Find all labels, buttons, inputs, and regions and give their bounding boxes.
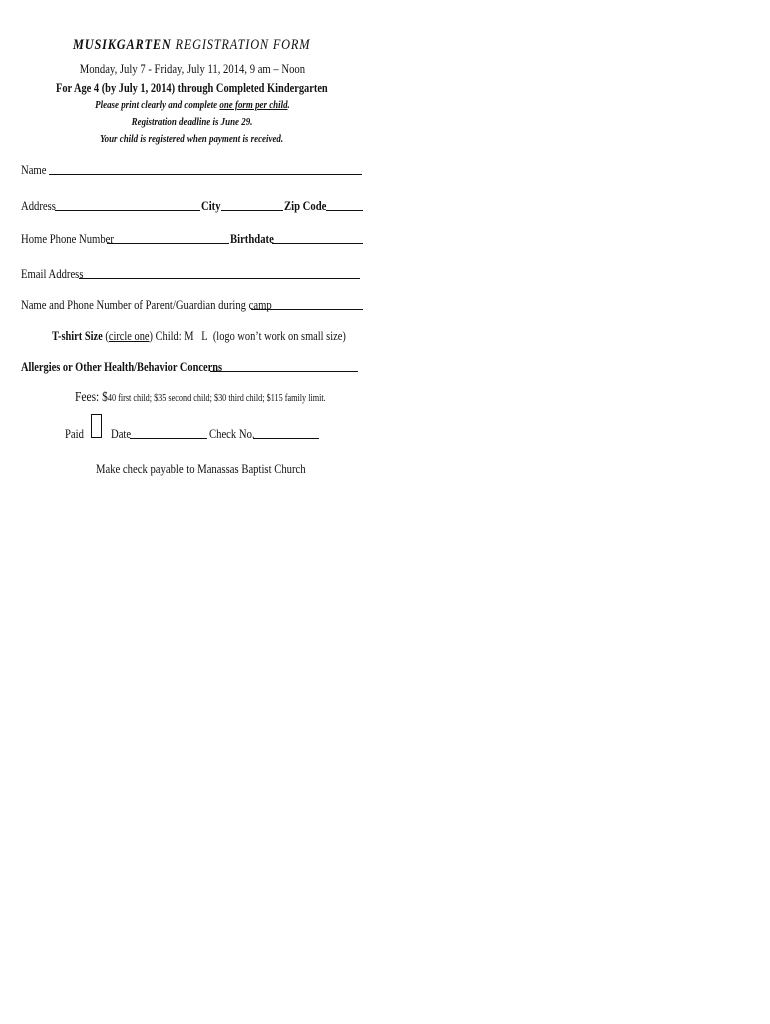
fees-row: [75, 389, 381, 406]
guardian-field[interactable]: [251, 297, 363, 310]
zip-field[interactable]: [326, 198, 363, 211]
print-instruction: Please print clearly and complete one form per child.: [94, 100, 290, 111]
name-field[interactable]: [49, 162, 362, 175]
birthdate-label: Birthdate: [230, 231, 274, 246]
name-label: Name: [21, 162, 47, 177]
address-label: Address: [21, 198, 56, 213]
check-field[interactable]: [253, 426, 319, 439]
email-label: Email Address: [21, 266, 84, 281]
address-row: [21, 198, 364, 214]
birthdate-field[interactable]: [272, 231, 363, 244]
camp-dates: Monday, July 7 - Friday, July 11, 2014, 9 am – Noon: [79, 61, 305, 76]
name-row: [21, 162, 52, 178]
deadline-note: Registration deadline is June 29.: [131, 117, 253, 128]
one-form-per-child: one form per child: [218, 100, 288, 111]
address-field[interactable]: [55, 198, 200, 211]
paid-checkbox[interactable]: [91, 414, 102, 438]
payable-note: Make check payable to Manassas Baptist Church: [96, 461, 306, 476]
title-brand: MUSIKGARTEN: [73, 37, 172, 53]
date-field[interactable]: [130, 426, 207, 439]
paid-label: Paid: [65, 426, 84, 441]
home-phone-field[interactable]: [107, 231, 229, 244]
tshirt-row: T-shirt Size (circle one) Child: M L (logo won’t work on small size): [52, 328, 346, 343]
payment-note: Your child is registered when payment is received.: [100, 134, 284, 145]
phone-row: [21, 231, 364, 247]
tshirt-label: T-shirt Size: [52, 328, 103, 343]
payment-row: [65, 426, 325, 442]
allergies-label: Allergies or Other Health/Behavior Concerns: [21, 359, 223, 374]
payable-row: [96, 461, 352, 477]
guardian-label: Name and Phone Number of Parent/Guardian during camp: [21, 297, 272, 312]
title-rest: REGISTRATION FORM: [175, 37, 311, 53]
city-field[interactable]: [221, 198, 283, 211]
check-label: Check No.: [209, 426, 255, 441]
allergies-row: [21, 359, 364, 375]
tshirt-note: (logo won’t work on small size): [212, 328, 346, 343]
zip-label: Zip Code: [284, 198, 327, 213]
fees-detail: 40 first child; $35 second child; $30 third child; $115 family limit.: [107, 393, 326, 404]
form-title: [20, 37, 364, 54]
fees-label: Fees: $: [75, 390, 108, 405]
email-row: [21, 266, 364, 282]
email-field[interactable]: [79, 266, 360, 279]
home-phone-label: Home Phone Number: [21, 231, 114, 246]
allergies-field[interactable]: [210, 359, 358, 372]
date-label: Date: [111, 426, 132, 441]
guardian-row: [21, 297, 364, 313]
circle-one: circle one: [108, 328, 150, 343]
tshirt-options[interactable]: Child: M L: [155, 328, 208, 343]
city-label: City: [201, 198, 221, 213]
age-range: For Age 4 (by July 1, 2014) through Completed Kindergarten: [56, 80, 328, 95]
